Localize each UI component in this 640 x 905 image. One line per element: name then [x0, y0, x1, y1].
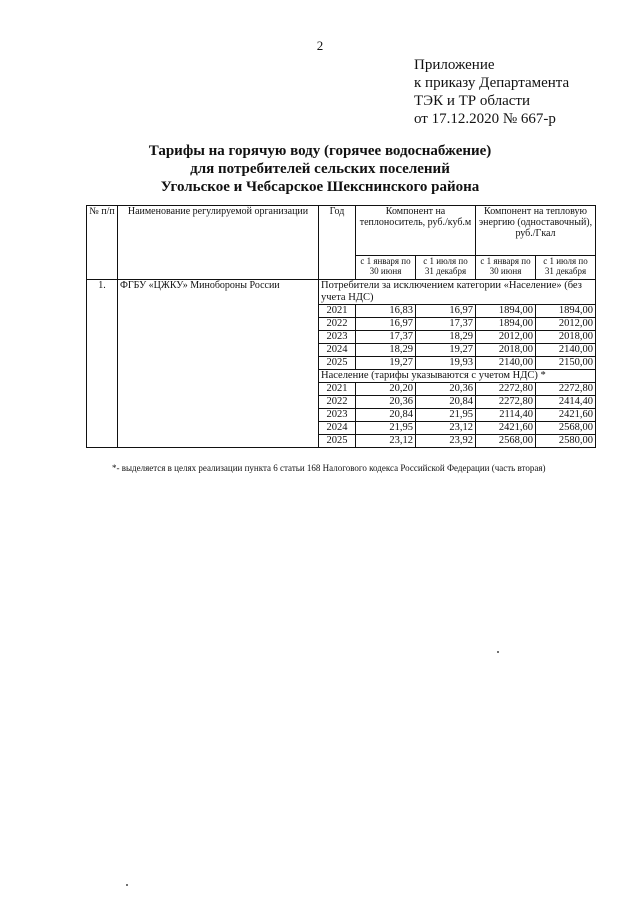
carrier-period1-cell: 18,29 — [356, 344, 416, 357]
group2-label: Население (тарифы указываются с учетом НДС) * — [319, 370, 596, 383]
carrier-period2-cell: 16,97 — [416, 305, 476, 318]
energy-period1-cell: 2421,60 — [476, 422, 536, 435]
appendix-line-2: к приказу Департамента — [414, 75, 570, 91]
energy-period1-cell: 2272,80 — [476, 396, 536, 409]
carrier-period2-cell: 20,84 — [416, 396, 476, 409]
footnote: *- выделяется в целях реализации пункта 6 статьи 168 Налогового кодекса Российской Федерации (часть вторая) — [112, 463, 546, 473]
year-cell: 2023 — [319, 331, 356, 344]
energy-period2-cell: 2414,40 — [536, 396, 596, 409]
year-cell: 2021 — [319, 305, 356, 318]
carrier-period2-cell: 23,12 — [416, 422, 476, 435]
carrier-period1-cell: 20,20 — [356, 383, 416, 396]
carrier-period1-cell: 23,12 — [356, 435, 416, 448]
page-number: 2 — [316, 38, 324, 53]
header-year: Год — [319, 206, 356, 280]
header-org: Наименование регулируемой организации — [118, 206, 319, 280]
row-number: 1. — [87, 280, 118, 448]
year-cell: 2024 — [319, 344, 356, 357]
year-cell: 2021 — [319, 383, 356, 396]
energy-period1-cell: 2140,00 — [476, 357, 536, 370]
header-row — [87, 206, 596, 256]
energy-period2-cell: 2012,00 — [536, 318, 596, 331]
energy-period2-cell: 2568,00 — [536, 422, 596, 435]
appendix-line-3: ТЭК и ТР области — [414, 93, 530, 109]
carrier-period2-cell: 23,92 — [416, 435, 476, 448]
energy-period2-cell: 2140,00 — [536, 344, 596, 357]
year-cell: 2023 — [319, 409, 356, 422]
carrier-period1-cell: 20,36 — [356, 396, 416, 409]
title-line-1: Тарифы на горячую воду (горячее водоснабжение) — [148, 143, 492, 159]
scan-speck — [497, 651, 499, 653]
energy-period1-cell: 1894,00 — [476, 318, 536, 331]
carrier-period2-cell: 19,27 — [416, 344, 476, 357]
subheader-carrier-period2: с 1 июля по 31 декабря — [416, 256, 476, 280]
header-heat-energy: Компонент на тепловую энергию (одноставочный), руб./Гкал — [476, 206, 596, 256]
appendix-line-1: Приложение — [414, 57, 495, 73]
year-cell: 2024 — [319, 422, 356, 435]
energy-period1-cell: 2568,00 — [476, 435, 536, 448]
carrier-period2-cell: 17,37 — [416, 318, 476, 331]
carrier-period1-cell: 16,97 — [356, 318, 416, 331]
subheader-carrier-period1: с 1 января по 30 июня — [356, 256, 416, 280]
carrier-period1-cell: 19,27 — [356, 357, 416, 370]
energy-period2-cell: 1894,00 — [536, 305, 596, 318]
carrier-period2-cell: 21,95 — [416, 409, 476, 422]
energy-period2-cell: 2272,80 — [536, 383, 596, 396]
energy-period1-cell: 2018,00 — [476, 344, 536, 357]
energy-period2-cell: 2150,00 — [536, 357, 596, 370]
energy-period2-cell: 2018,00 — [536, 331, 596, 344]
year-cell: 2025 — [319, 357, 356, 370]
carrier-period2-cell: 20,36 — [416, 383, 476, 396]
subheader-energy-period1: с 1 января по 30 июня — [476, 256, 536, 280]
carrier-period1-cell: 20,84 — [356, 409, 416, 422]
year-cell: 2022 — [319, 318, 356, 331]
energy-period1-cell: 1894,00 — [476, 305, 536, 318]
carrier-period2-cell: 18,29 — [416, 331, 476, 344]
carrier-period1-cell: 17,37 — [356, 331, 416, 344]
energy-period2-cell: 2580,00 — [536, 435, 596, 448]
title-line-3: Угольское и Чебсарское Шекснинского района — [160, 179, 480, 195]
appendix-line-4: от 17.12.2020 № 667-р — [414, 111, 556, 127]
energy-period1-cell: 2114,40 — [476, 409, 536, 422]
subheader-energy-period2: с 1 июля по 31 декабря — [536, 256, 596, 280]
header-num: № п/п — [87, 206, 118, 280]
group1-label-row — [87, 280, 596, 305]
energy-period1-cell: 2012,00 — [476, 331, 536, 344]
group1-label: Потребители за исключением категории «Население» (без учета НДС) — [319, 280, 596, 305]
scan-speck — [126, 884, 128, 886]
energy-period1-cell: 2272,80 — [476, 383, 536, 396]
title-line-2: для потребителей сельских поселений — [190, 161, 450, 177]
year-cell: 2025 — [319, 435, 356, 448]
carrier-period1-cell: 21,95 — [356, 422, 416, 435]
year-cell: 2022 — [319, 396, 356, 409]
header-heat-carrier: Компонент на теплоноситель, руб./куб.м — [356, 206, 476, 256]
carrier-period2-cell: 19,93 — [416, 357, 476, 370]
org-name: ФГБУ «ЦЖКУ» Минобороны России — [118, 280, 319, 448]
carrier-period1-cell: 16,83 — [356, 305, 416, 318]
tariff-table — [86, 205, 596, 448]
energy-period2-cell: 2421,60 — [536, 409, 596, 422]
